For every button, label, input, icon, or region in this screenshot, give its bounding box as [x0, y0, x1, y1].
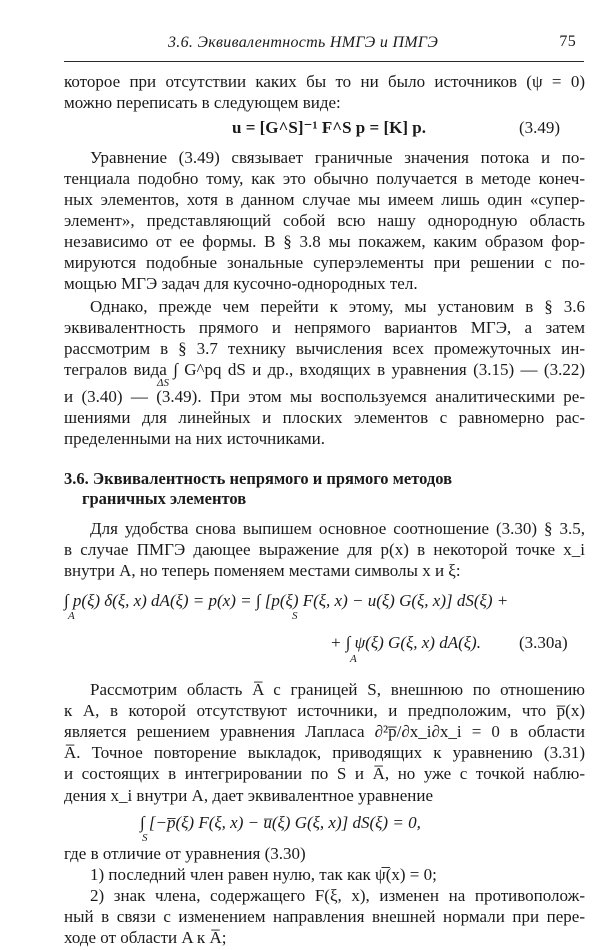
integral-subscript: ΔS: [157, 377, 169, 389]
text-line: независимо от ее формы. В § 3.8 мы покажем, каким образом фор-: [64, 231, 585, 251]
text-line: является решением уравнения Лапласа ∂²p̅/∂x_i∂x_i = 0 в области: [64, 722, 585, 742]
text-line: мируются подобные зональные суперэлементы при решении с по-: [64, 252, 585, 272]
text-line: ных элементов, хотя в данном случае мы имеем лишь один «супер-: [64, 189, 585, 209]
text-line: и (3.40) — (3.49). При этом мы воспользуемся аналитическими ре-: [64, 386, 585, 406]
list-item: 2) знак члена, содержащего F(ξ, x), изменен на противополож-: [90, 885, 585, 905]
text-line: Рассмотрим область A̅ с границей S, внешнюю по отношению: [90, 680, 585, 700]
equation-3-30a-line1: ∫ p(ξ) δ(ξ, x) dA(ξ) = p(x) = ∫ [p(ξ) F(ξ, x) − u(ξ) G(ξ, x)] dS(ξ) +: [64, 591, 509, 611]
running-head-title: 3.6. Эквивалентность НМГЭ и ПМГЭ: [168, 34, 439, 51]
text-line: элемент», представляющий собой всю нашу однородную область: [64, 210, 585, 230]
text-line: внутри A, но теперь поменяем местами символы x и ξ:: [64, 560, 461, 580]
text-line: Уравнение (3.49) связывает граничные значения потока и по-: [90, 147, 585, 167]
text-line: можно переписать в следующем виде:: [64, 93, 341, 112]
text-line: где в отличие от уравнения (3.30): [64, 843, 306, 863]
text-line: пределенными на них источниками.: [64, 428, 326, 448]
text-line: которое при отсутствии каких бы то ни было источников (ψ = 0): [64, 72, 585, 91]
header-rule: [64, 61, 584, 62]
text-line: мощью МГЭ задач для кусочно-однородных тел.: [64, 273, 418, 293]
section-heading: граничных элементов: [82, 489, 247, 508]
text-line: к A, в которой отсутствуют источники, и предположим, что p̅(x): [64, 701, 585, 721]
integral-subscript: A: [68, 610, 75, 623]
text-line: Для удобства снова выпишем основное соотношение (3.30) § 3.5,: [90, 518, 585, 538]
page-number: 75: [559, 33, 576, 50]
equation-equivalent: ∫ [−p̅(ξ) F(ξ, x) − u̅(ξ) G(ξ, x)] dS(ξ) = 0,: [140, 813, 421, 833]
text-line: шениями для линейных и плоских элементов с равномерно рас-: [64, 407, 585, 427]
text-line: и состоящих в интегрировании по S и A̅, но уже с точкой наблю-: [64, 764, 585, 784]
text-line: Однако, прежде чем перейти к этому, мы установим в § 3.6: [90, 296, 585, 316]
text-line: рассмотрим в § 3.7 технику вычисления всех промежуточных ин-: [64, 338, 585, 358]
integral-subscript: S: [142, 832, 148, 845]
text-line: тегралов вида ∫ G^pq dS и др., входящих в уравнения (3.15) — (3.22): [64, 359, 585, 379]
list-item: ходе от области A к A̅;: [64, 928, 227, 947]
integral-subscript: S: [292, 610, 298, 623]
text-line: эквивалентность прямого и непрямого вариантов МГЭ, а затем: [64, 317, 585, 337]
section-heading: 3.6. Эквивалентность непрямого и прямого методов: [64, 468, 452, 488]
list-item: ный в связи с изменением направления внешней нормали при пере-: [64, 906, 585, 926]
text-line: дения x_i внутри A, дает эквивалентное уравнение: [64, 785, 434, 805]
equation-number: (3.49): [519, 117, 561, 137]
equation-3-49: u = [G^S]⁻¹ F^S p = [K] p.: [232, 117, 426, 137]
text-line: в случае ПМГЭ дающее выражение для p(x) в некоторой точке x_i: [64, 539, 585, 559]
equation-3-30a-line2: + ∫ ψ(ξ) G(ξ, x) dA(ξ).: [330, 633, 481, 653]
running-head: [64, 34, 584, 54]
equation-number: (3.30a): [519, 633, 568, 653]
text-line: тенциала подобно тому, как это обычно получается в методе конеч-: [64, 168, 585, 188]
integral-subscript: A: [350, 652, 357, 665]
text-line: A̅. Точное повторение выкладок, приводящих к уравнению (3.31): [64, 743, 585, 763]
list-item: 1) последний член равен нулю, так как ψ̅(x) = 0;: [90, 864, 437, 884]
